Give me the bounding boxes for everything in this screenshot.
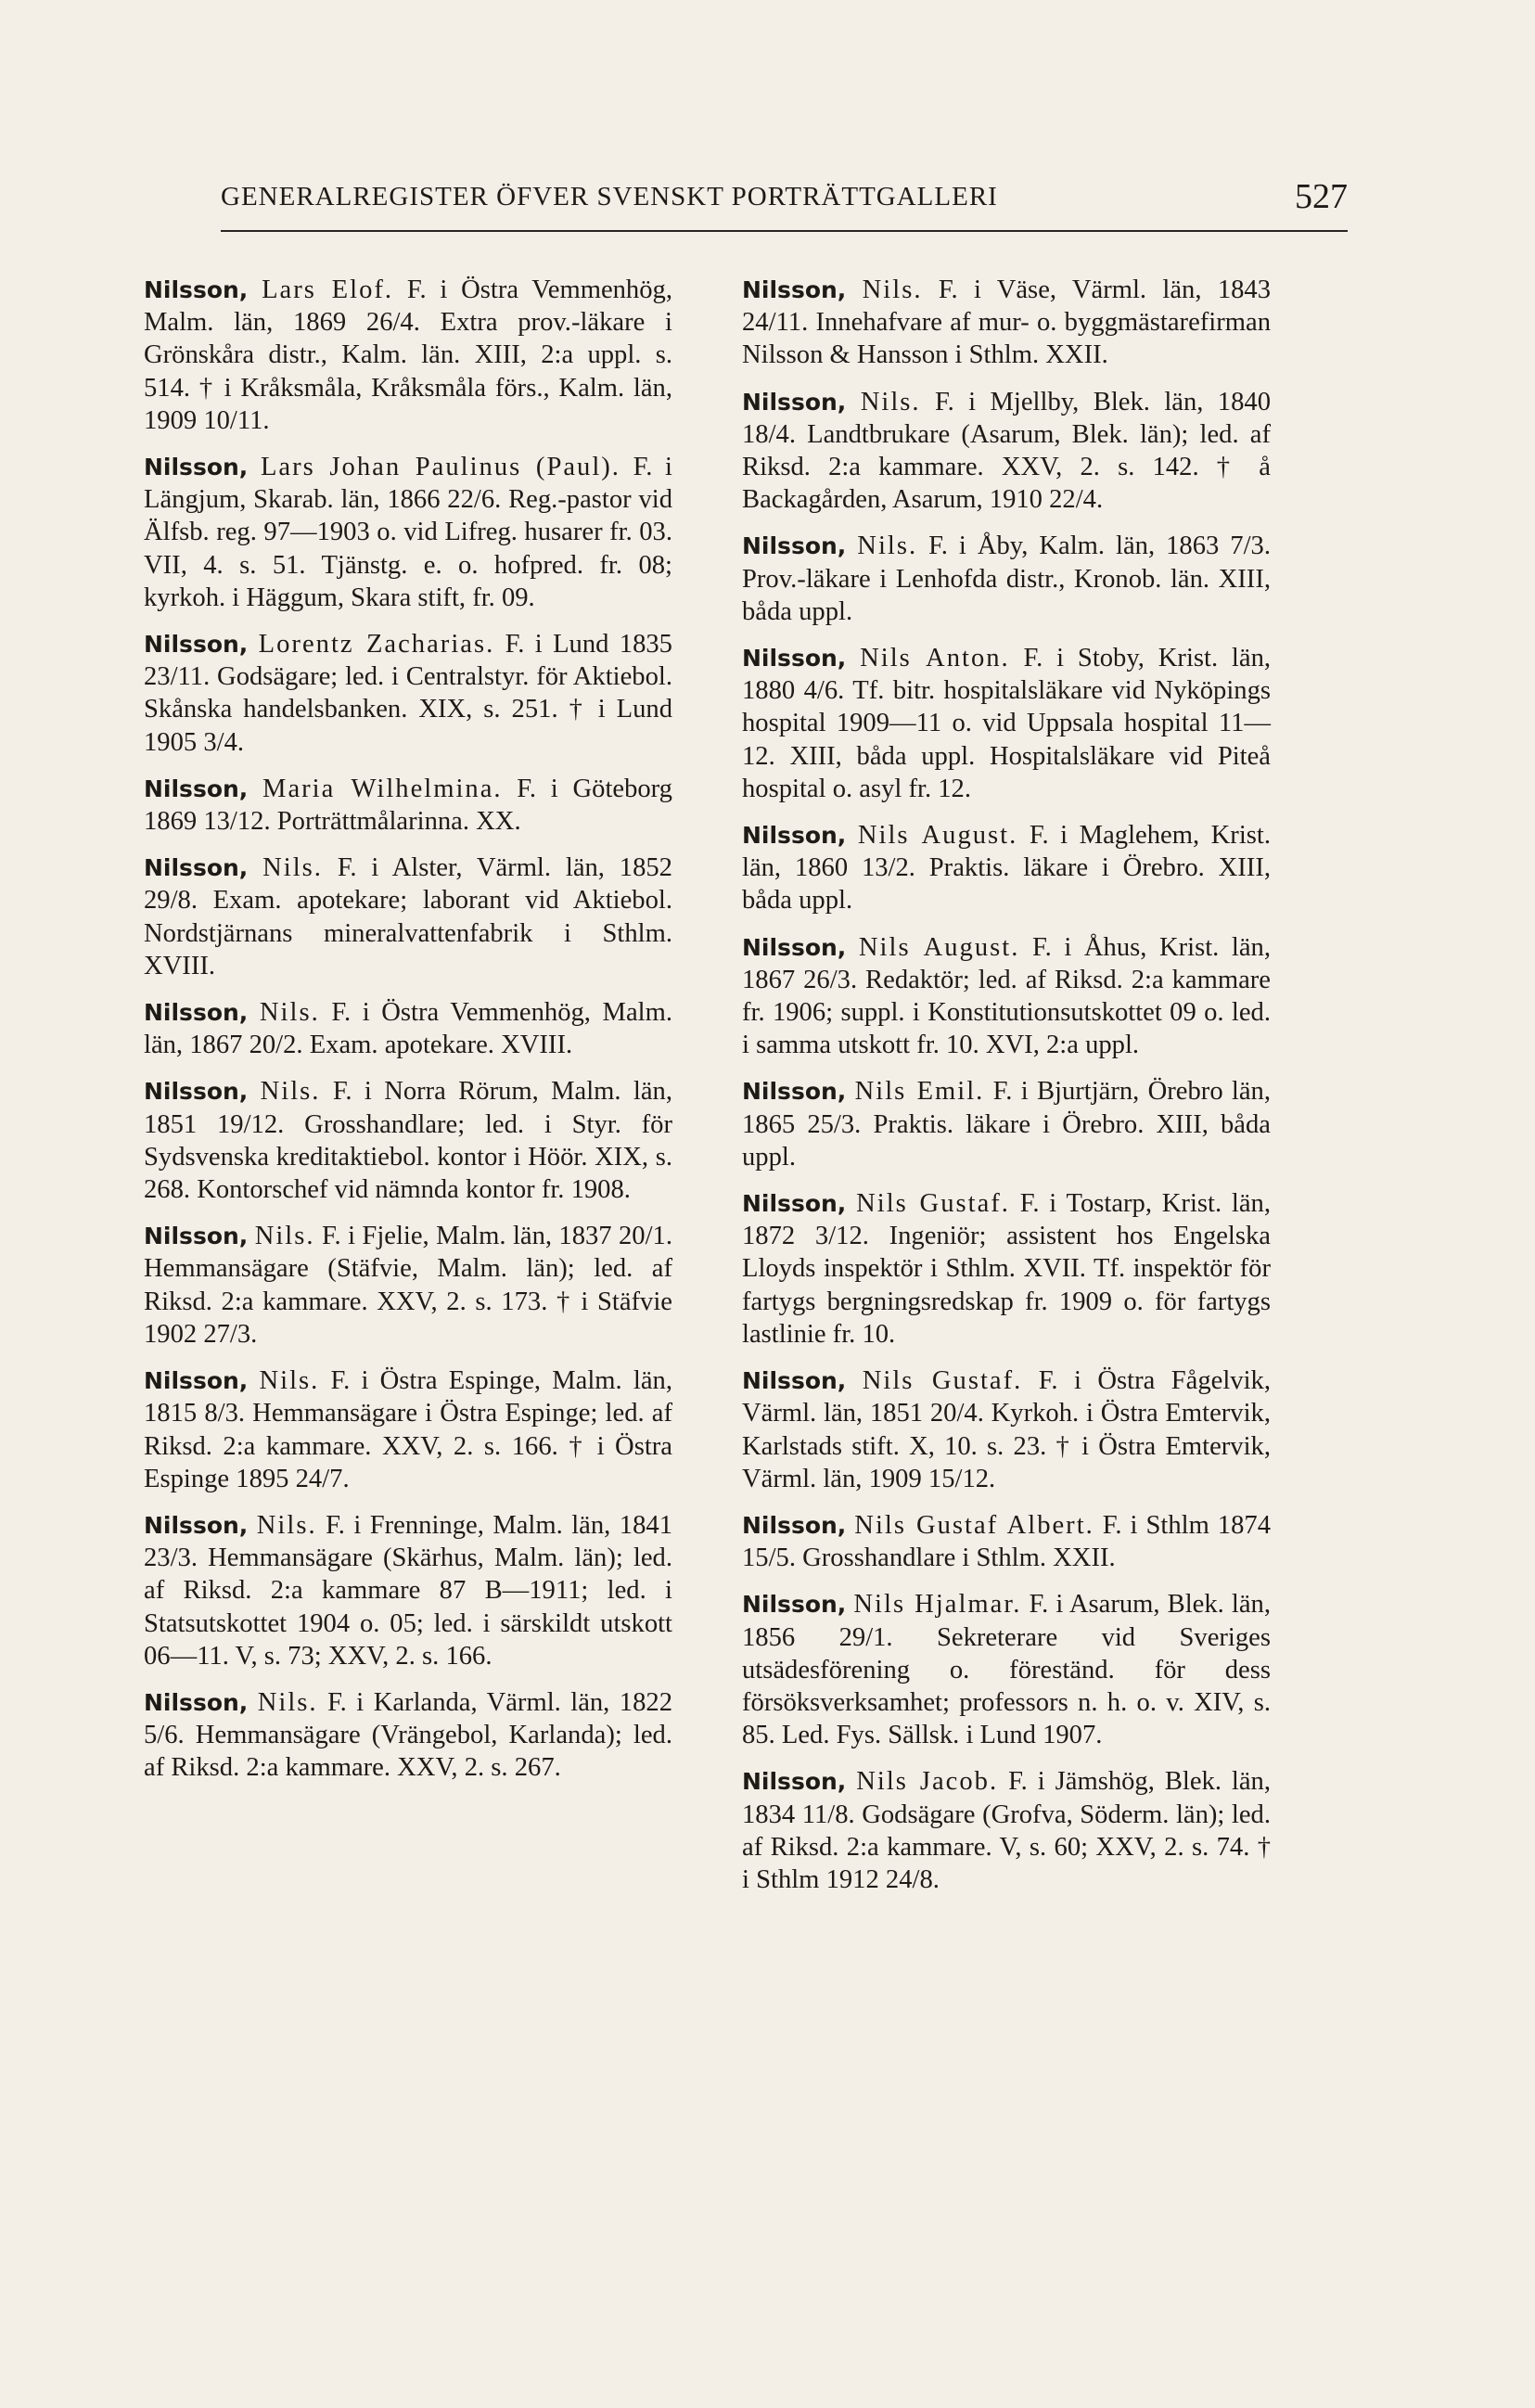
entry-given-name: Nils Hjalmar. bbox=[853, 1590, 1022, 1620]
entry-surname: Nilsson, bbox=[144, 1688, 249, 1716]
entry-surname: Nilsson, bbox=[144, 1367, 249, 1395]
entry-given-name: Nils. bbox=[257, 1687, 318, 1717]
entry-surname: Nilsson, bbox=[144, 631, 249, 659]
entry-given-name: Nils Emil. bbox=[854, 1077, 985, 1107]
register-entry bbox=[742, 274, 1271, 372]
entry-surname: Nilsson, bbox=[742, 388, 847, 416]
entry-given-name: Nils. bbox=[259, 998, 320, 1028]
entry-surname: Nilsson, bbox=[144, 276, 249, 303]
entry-surname: Nilsson, bbox=[742, 1768, 847, 1796]
register-entry bbox=[144, 1075, 672, 1206]
entry-text: F. i Fjelie, Malm. län, 1837 20/1. Hemmansägare (Stäfvie, Malm. län); led. af Riksd. 2:a kammare. XXV, 2. s. 173. † i Stäfvie 1902 27/3. bbox=[144, 1222, 672, 1349]
entry-text: F. i Väse, Värml. län, 1843 24/11. Innehafvare af mur- o. byggmästarefirman Nilsson & Hansson i Sthlm. XXII. bbox=[742, 275, 1272, 370]
entry-given-name: Nils Gustaf. bbox=[862, 1366, 1023, 1396]
register-entry bbox=[144, 773, 672, 838]
entry-surname: Nilsson, bbox=[144, 1223, 249, 1250]
entry-surname: Nilsson, bbox=[144, 1511, 249, 1539]
entry-surname: Nilsson, bbox=[742, 645, 847, 672]
entry-text: F. i Lund 1835 23/11. Godsägare; led. i Centralstyr. för Aktiebol. Skånska handelsbanken. XIX, s. 251. † i Lund 1905 3/4. bbox=[144, 630, 672, 757]
page-number: 527 bbox=[1295, 177, 1348, 216]
entry-surname: Nilsson, bbox=[742, 1190, 847, 1218]
entry-given-name: Nils. bbox=[857, 532, 918, 561]
entry-text: F. i Asarum, Blek. län, 1856 29/1. Sekreterare vid Sveriges utsädesförening o. föreständ. för dess försöksverksamhet; professors n. h. o. v. XIV, s. 85. Led. Fys. Sällsk. i Lund 1907. bbox=[742, 1590, 1271, 1750]
entry-text: F. i Karlanda, Värml. län, 1822 5/6. Hemmansägare (Vrängebol, Karlanda); led. af Riksd. 2:a kammare. XXV, 2. s. 267. bbox=[144, 1687, 672, 1783]
entry-surname: Nilsson, bbox=[144, 999, 249, 1027]
entry-given-name: Nils August. bbox=[858, 932, 1020, 962]
register-entry bbox=[742, 1765, 1271, 1896]
entry-surname: Nilsson, bbox=[742, 1367, 847, 1395]
entry-given-name: Nils Gustaf Albert. bbox=[854, 1510, 1094, 1540]
entry-given-name: Maria Wilhelmina. bbox=[262, 774, 503, 803]
register-entry bbox=[144, 996, 672, 1061]
register-entry bbox=[742, 386, 1271, 517]
entry-given-name: Lars Johan Paulinus (Paul). bbox=[260, 453, 620, 482]
entry-given-name: Nils. bbox=[262, 853, 323, 883]
entry-text: F. i Tostarp, Krist. län, 1872 3/12. Ingeniör; assistent hos Engelska Lloyds inspektör i Sthlm. XVII. Tf. inspektör för fartygs bergningsredskap fr. 1909 o. för fartygs lastlinie fr. 10. bbox=[742, 1189, 1271, 1349]
entry-text: F. i Östra Vemmenhög, Malm. län, 1869 26/4. Extra prov.-läkare i Grönskåra distr., Kalm. län. XIII, 2:a uppl. s. 514. † i Kråksmåla, Kråksmåla förs., Kalm. län, 1909 10/11. bbox=[144, 275, 672, 435]
entry-given-name: Nils. bbox=[254, 1222, 315, 1251]
entry-given-name: Lorentz Zacharias. bbox=[258, 630, 495, 660]
entry-surname: Nilsson, bbox=[742, 532, 847, 560]
entry-given-name: Nils. bbox=[862, 275, 923, 304]
entry-text: F. i Norra Rörum, Malm. län, 1851 19/12. Grosshandlare; led. i Styr. för Sydsvenska kreditaktiebol. kontor i Höör. XIX, s. 268. Kontorschef vid nämnda kontor fr. 1908. bbox=[144, 1077, 672, 1205]
register-entry bbox=[144, 274, 672, 437]
register-entry bbox=[742, 530, 1271, 628]
register-entry bbox=[144, 451, 672, 614]
entry-given-name: Nils. bbox=[860, 387, 921, 416]
entry-given-name: Nils Gustaf. bbox=[856, 1189, 1010, 1219]
register-entry bbox=[742, 1187, 1271, 1351]
entry-text: F. i Mjellby, Blek. län, 1840 18/4. Landtbrukare (Asarum, Blek. län); led. af Riksd. 2:a kammare. XXV, 2. s. 142. † å Backagården, Asarum, 1910 22/4. bbox=[742, 387, 1271, 515]
entry-surname: Nilsson, bbox=[742, 933, 847, 961]
entry-given-name: Nils August. bbox=[857, 821, 1018, 851]
register-entry bbox=[144, 1220, 672, 1351]
entry-text: F. i Jämshög, Blek. län, 1834 11/8. Godsägare (Grofva, Söderm. län); led. af Riksd. 2:a kammare. V, s. 60; XXV, 2. s. 74. † i Sthlm 1912 24/8. bbox=[742, 1767, 1271, 1894]
register-entry bbox=[742, 1588, 1271, 1751]
entry-surname: Nilsson, bbox=[742, 1511, 847, 1539]
entry-given-name: Nils Jacob. bbox=[856, 1767, 999, 1797]
entry-given-name: Nils. bbox=[260, 1077, 321, 1107]
column-left bbox=[144, 274, 672, 1799]
entry-surname: Nilsson, bbox=[144, 1078, 249, 1106]
register-entry bbox=[742, 1509, 1271, 1574]
entry-text: F. i Längjum, Skarab. län, 1866 22/6. Reg.-pastor vid Älfsb. reg. 97—1903 o. vid Lifreg. husarer fr. 03. VII, 4. s. 51. Tjänstg. e. o. hofpred. fr. 08; kyrkoh. i Häggum, Skara stift, fr. 09. bbox=[144, 453, 672, 612]
entry-surname: Nilsson, bbox=[144, 775, 249, 802]
entry-text: F. i Åhus, Krist. län, 1867 26/3. Redaktör; led. af Riksd. 2:a kammare fr. 1906; suppl. i Konstitutionsutskottet 09 o. led. i samma utskott fr. 10. XVI, 2:a uppl. bbox=[742, 932, 1271, 1060]
entry-text: F. i Bjurtjärn, Örebro län, 1865 25/3. Praktis. läkare i Örebro. XIII, båda uppl. bbox=[742, 1077, 1271, 1172]
entry-text: F. i Alster, Värml. län, 1852 29/8. Exam. apotekare; laborant vid Aktiebol. Nordstjärnans mineralvattenfabrik i Sthlm. XVIII. bbox=[144, 853, 672, 980]
entry-surname: Nilsson, bbox=[144, 454, 249, 481]
entry-text: F. i Maglehem, Krist. län, 1860 13/2. Praktis. läkare i Örebro. XIII, båda uppl. bbox=[742, 821, 1271, 916]
register-entry bbox=[144, 1509, 672, 1672]
entry-surname: Nilsson, bbox=[742, 276, 847, 303]
register-entry bbox=[144, 852, 672, 982]
entry-text: F. i Östra Vemmenhög, Malm. län, 1867 20/2. Exam. apotekare. XVIII. bbox=[144, 998, 672, 1060]
entry-given-name: Nils. bbox=[259, 1366, 320, 1396]
register-entry bbox=[742, 819, 1271, 917]
register-entry bbox=[742, 642, 1271, 805]
register-entry bbox=[742, 1075, 1271, 1173]
column-right bbox=[742, 274, 1271, 1910]
register-entry bbox=[742, 931, 1271, 1062]
register-entry bbox=[144, 1364, 672, 1495]
register-entry bbox=[144, 628, 672, 759]
register-entry bbox=[144, 1686, 672, 1785]
entry-text: F. i Östra Espinge, Malm. län, 1815 8/3. Hemmansägare i Östra Espinge; led. af Riksd. 2:a kammare. XXV, 2. s. 166. † i Östra Espinge 1895 24/7. bbox=[144, 1366, 672, 1493]
entry-text: F. i Frenninge, Malm. län, 1841 23/3. Hemmansägare (Skärhus, Malm. län); led. af Riksd. 2:a kammare 87 B—1911; led. i Statsutskottet 1904 o. 05; led. i särskildt utskott 06—11. V, s. 73; XXV, 2. s. 166. bbox=[144, 1510, 672, 1671]
entry-given-name: Lars Elof. bbox=[262, 275, 394, 304]
entry-text: F. i Östra Fågelvik, Värml. län, 1851 20/4. Kyrkoh. i Östra Emtervik, Karlstads stift. X, 10. s. 23. † i Östra Emtervik, Värml. län, 1909 15/12. bbox=[742, 1366, 1271, 1493]
running-title: GENERALREGISTER ÖFVER SVENSKT PORTRÄTTGALLERI bbox=[221, 182, 998, 211]
entry-surname: Nilsson, bbox=[742, 1591, 847, 1619]
entry-text: F. i Sthlm 1874 15/5. Grosshandlare i Sthlm. XXII. bbox=[742, 1510, 1271, 1573]
register-entry bbox=[742, 1364, 1271, 1495]
entry-surname: Nilsson, bbox=[742, 822, 847, 850]
entry-text: F. i Stoby, Krist. län, 1880 4/6. Tf. bitr. hospitalsläkare vid Nyköpings hospital 1909—11 o. vid Uppsala hospital 11—12. XIII, båda uppl. Hospitalsläkare vid Piteå hospital o. asyl fr. 12. bbox=[742, 644, 1272, 803]
entry-text: F. i Göteborg 1869 13/12. Porträttmålarinna. XX. bbox=[144, 774, 672, 837]
entry-surname: Nilsson, bbox=[742, 1078, 847, 1106]
entry-given-name: Nils. bbox=[256, 1510, 317, 1540]
page-header bbox=[221, 176, 1348, 232]
entry-text: F. i Åby, Kalm. län, 1863 7/3. Prov.-läkare i Lenhofda distr., Kronob. län. XIII, båda uppl. bbox=[742, 532, 1271, 626]
entry-surname: Nilsson, bbox=[144, 854, 249, 882]
entry-given-name: Nils Anton. bbox=[860, 644, 1010, 673]
